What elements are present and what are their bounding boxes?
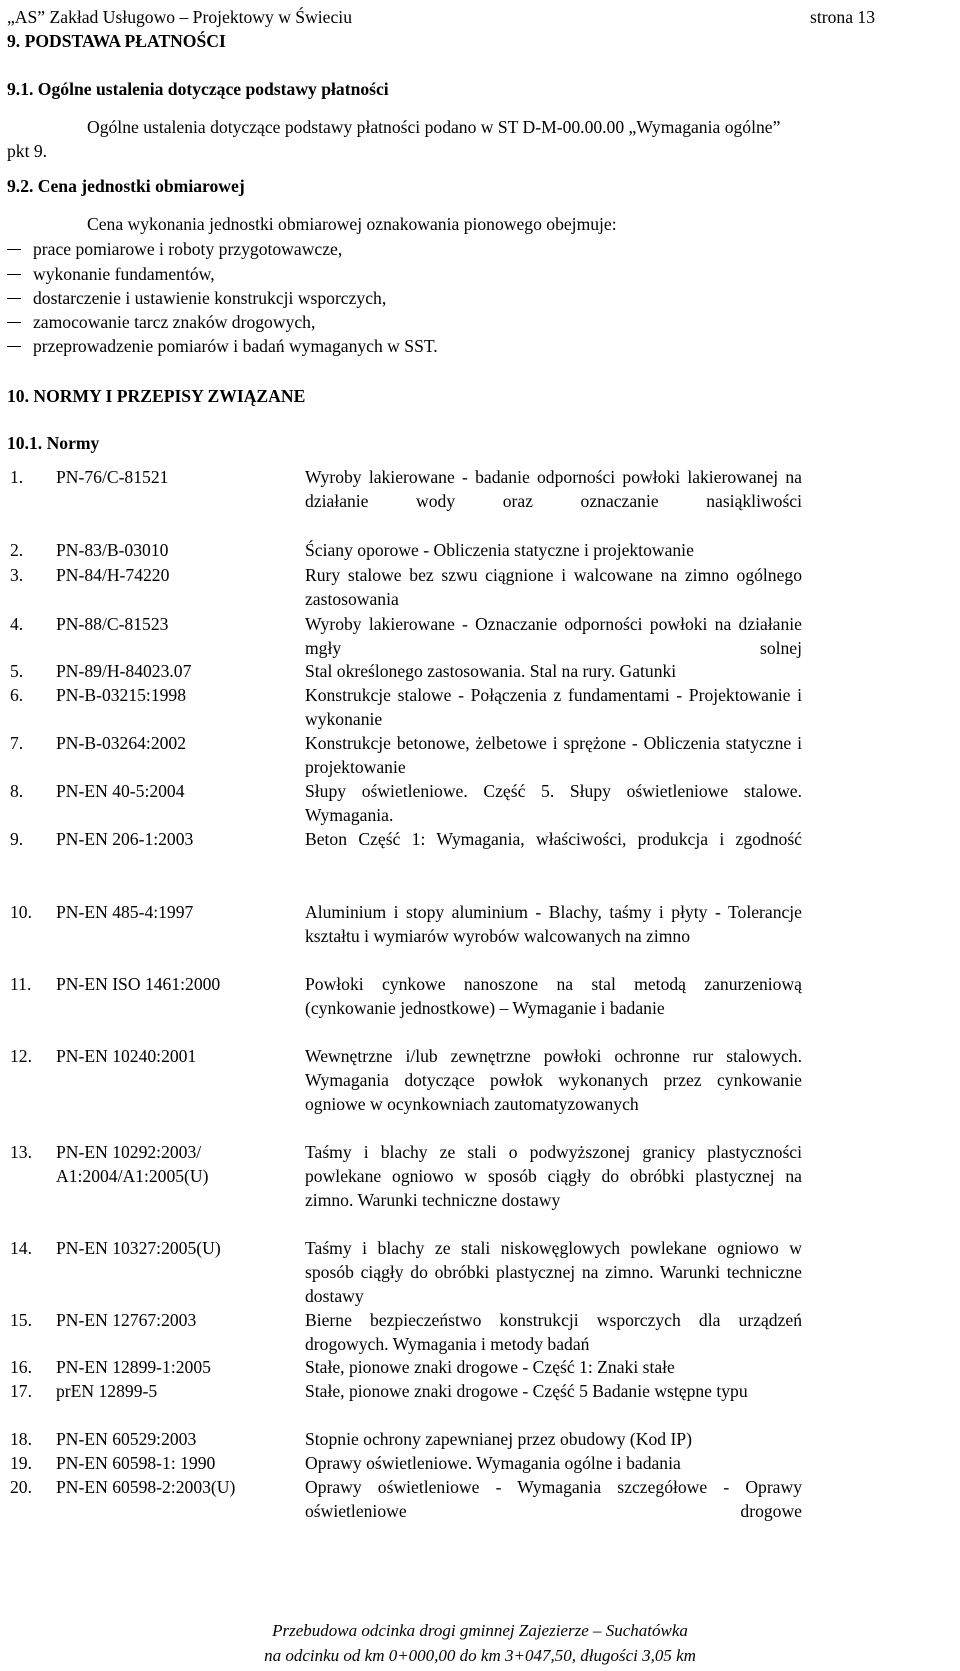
norm-title: Konstrukcje betonowe, żelbetowe i sprężone - Obliczenia statyczne i projektowanie bbox=[305, 733, 802, 777]
dash-bullet-icon bbox=[7, 249, 21, 250]
norm-title: Wyroby lakierowane - Oznaczanie odporności powłoki na działanie mgły solnej bbox=[305, 614, 802, 658]
norm-title: Oprawy oświetleniowe. Wymagania ogólne i badania bbox=[305, 1453, 681, 1473]
page-header bbox=[7, 5, 875, 29]
norm-code: PN-76/C-81521 bbox=[56, 467, 169, 487]
norm-title: Stopnie ochrony zapewnianej przez obudowy (Kod IP) bbox=[305, 1429, 692, 1449]
norm-number: 3. bbox=[10, 565, 24, 585]
norm-number: 15. bbox=[10, 1310, 32, 1330]
norm-code: PN-EN 206-1:2003 bbox=[56, 829, 194, 849]
norm-code: PN-EN 10327:2005(U) bbox=[56, 1238, 221, 1258]
section-9-title: 9. PODSTAWA PŁATNOŚCI bbox=[7, 31, 226, 51]
section-10-title: 10. NORMY I PRZEPISY ZWIĄZANE bbox=[7, 386, 306, 406]
page-number: strona 13 bbox=[810, 7, 875, 27]
section-10-1-title: 10.1. Normy bbox=[7, 433, 100, 453]
norm-code: PN-EN 60598-2:2003(U) bbox=[56, 1477, 236, 1497]
norm-code: PN-EN 10240:2001 bbox=[56, 1046, 197, 1066]
norm-code: PN-EN 485-4:1997 bbox=[56, 902, 194, 922]
footer-line-2: na odcinku od km 0+000,00 do km 3+047,50, długości 3,05 km bbox=[264, 1646, 696, 1665]
norm-code: PN-EN 40-5:2004 bbox=[56, 781, 185, 801]
norm-code: PN-B-03215:1998 bbox=[56, 685, 187, 705]
section-9-1-text: Ogólne ustalenia dotyczące podstawy płatności podano w ST D-M-00.00.00 „Wymagania ogólne” bbox=[87, 117, 781, 137]
norm-code: PN-EN 60598-1: 1990 bbox=[56, 1453, 216, 1473]
norm-number: 10. bbox=[10, 902, 32, 922]
norm-title: Konstrukcje stalowe - Połączenia z fundamentami - Projektowanie i wykonanie bbox=[305, 685, 802, 729]
norm-code: PN-B-03264:2002 bbox=[56, 733, 187, 753]
norm-title: Ściany oporowe - Obliczenia statyczne i projektowanie bbox=[305, 540, 694, 560]
norm-title: Stałe, pionowe znaki drogowe - Część 5 Badanie wstępne typu bbox=[305, 1381, 748, 1401]
list-item: przeprowadzenie pomiarów i badań wymaganych w SST. bbox=[7, 334, 438, 358]
norm-number: 2. bbox=[10, 540, 24, 560]
dash-bullet-icon bbox=[7, 322, 21, 323]
norm-code: PN-EN 10292:2003/ bbox=[56, 1142, 202, 1162]
norm-title: Stałe, pionowe znaki drogowe - Część 1: Znaki stałe bbox=[305, 1357, 675, 1377]
norm-number: 9. bbox=[10, 829, 24, 849]
norm-code: PN-84/H-74220 bbox=[56, 565, 170, 585]
norm-number: 7. bbox=[10, 733, 24, 753]
norm-number: 8. bbox=[10, 781, 24, 801]
norm-title: Rury stalowe bez szwu ciągnione i walcowane na zimno ogólnego zastosowania bbox=[305, 565, 802, 609]
norm-title: Wyroby lakierowane - badanie odporności powłoki lakierowanej na działanie wody oraz oznaczanie nasiąkliwości bbox=[305, 467, 802, 511]
list-item: wykonanie fundamentów, bbox=[7, 262, 215, 286]
norm-number: 11. bbox=[10, 974, 32, 994]
norm-number: 17. bbox=[10, 1381, 32, 1401]
norm-code: PN-88/C-81523 bbox=[56, 614, 169, 634]
norm-title: Taśmy i blachy ze stali o podwyższonej granicy plastyczności powlekane ogniowo w sposób ciągły do obróbki plastycznej na zimno. Warunki techniczne dostawy bbox=[305, 1142, 802, 1210]
norm-number: 18. bbox=[10, 1429, 32, 1449]
norm-number: 14. bbox=[10, 1238, 32, 1258]
norm-title: Powłoki cynkowe nanoszone na stal metodą zanurzeniową (cynkowanie jednostkowe) – Wymaganie i badanie bbox=[305, 974, 802, 1018]
dash-bullet-icon bbox=[7, 298, 21, 299]
norm-number: 13. bbox=[10, 1142, 32, 1162]
section-9-2-title: 9.2. Cena jednostki obmiarowej bbox=[7, 176, 245, 196]
norm-title: Beton Część 1: Wymagania, właściwości, produkcja i zgodność bbox=[305, 829, 802, 849]
norm-code: PN-EN 12767:2003 bbox=[56, 1310, 197, 1330]
section-9-2-intro: Cena wykonania jednostki obmiarowej oznakowania pionowego obejmuje: bbox=[87, 214, 617, 234]
list-item: dostarczenie i ustawienie konstrukcji wsporczych, bbox=[7, 286, 386, 310]
list-item: prace pomiarowe i roboty przygotowawcze, bbox=[7, 237, 342, 261]
norm-code: PN-89/H-84023.07 bbox=[56, 661, 192, 681]
norm-title: Oprawy oświetleniowe - Wymagania szczegółowe - Oprawy oświetleniowe drogowe bbox=[305, 1477, 802, 1521]
norm-code-cont: A1:2004/A1:2005(U) bbox=[56, 1166, 209, 1186]
norm-title: Bierne bezpieczeństwo konstrukcji wsporczych dla urządzeń drogowych. Wymagania i metody badań bbox=[305, 1310, 802, 1354]
norm-title: Wewnętrzne i/lub zewnętrzne powłoki ochronne rur stalowych. Wymagania dotyczące powłok wykonanych przez cynkowanie ogniowe w ocynkowniach zautomatyzowanych bbox=[305, 1046, 802, 1114]
section-9-1-text-cont: pkt 9. bbox=[7, 141, 48, 161]
norm-number: 12. bbox=[10, 1046, 32, 1066]
norm-number: 16. bbox=[10, 1357, 32, 1377]
company-name: „AS” Zakład Usługowo – Projektowy w Świeciu bbox=[7, 7, 352, 27]
norm-number: 4. bbox=[10, 614, 24, 634]
norm-number: 19. bbox=[10, 1453, 32, 1473]
norm-title: Stal określonego zastosowania. Stal na rury. Gatunki bbox=[305, 661, 677, 681]
section-9-1-title: 9.1. Ogólne ustalenia dotyczące podstawy płatności bbox=[7, 79, 389, 99]
dash-bullet-icon bbox=[7, 274, 21, 275]
norm-title: Aluminium i stopy aluminium - Blachy, taśmy i płyty - Tolerancje kształtu i wymiarów wyrobów walcowanych na zimno bbox=[305, 902, 802, 946]
norm-number: 5. bbox=[10, 661, 24, 681]
norm-number: 1. bbox=[10, 467, 24, 487]
norm-number: 6. bbox=[10, 685, 24, 705]
list-item: zamocowanie tarcz znaków drogowych, bbox=[7, 310, 315, 334]
norm-number: 20. bbox=[10, 1477, 32, 1497]
norm-title: Taśmy i blachy ze stali niskowęglowych powlekane ogniowo w sposób ciągły do obróbki plastycznej na zimno. Warunki techniczne dostawy bbox=[305, 1238, 802, 1306]
norm-title: Słupy oświetleniowe. Część 5. Słupy oświetleniowe stalowe. Wymagania. bbox=[305, 781, 802, 825]
norm-code: PN-EN ISO 1461:2000 bbox=[56, 974, 221, 994]
footer-line-1: Przebudowa odcinka drogi gminnej Zajezierze – Suchatówka bbox=[272, 1621, 688, 1640]
dash-bullet-icon bbox=[7, 346, 21, 347]
norm-code: prEN 12899-5 bbox=[56, 1381, 158, 1401]
norm-code: PN-EN 60529:2003 bbox=[56, 1429, 197, 1449]
norm-code: PN-EN 12899-1:2005 bbox=[56, 1357, 211, 1377]
norm-code: PN-83/B-03010 bbox=[56, 540, 169, 560]
